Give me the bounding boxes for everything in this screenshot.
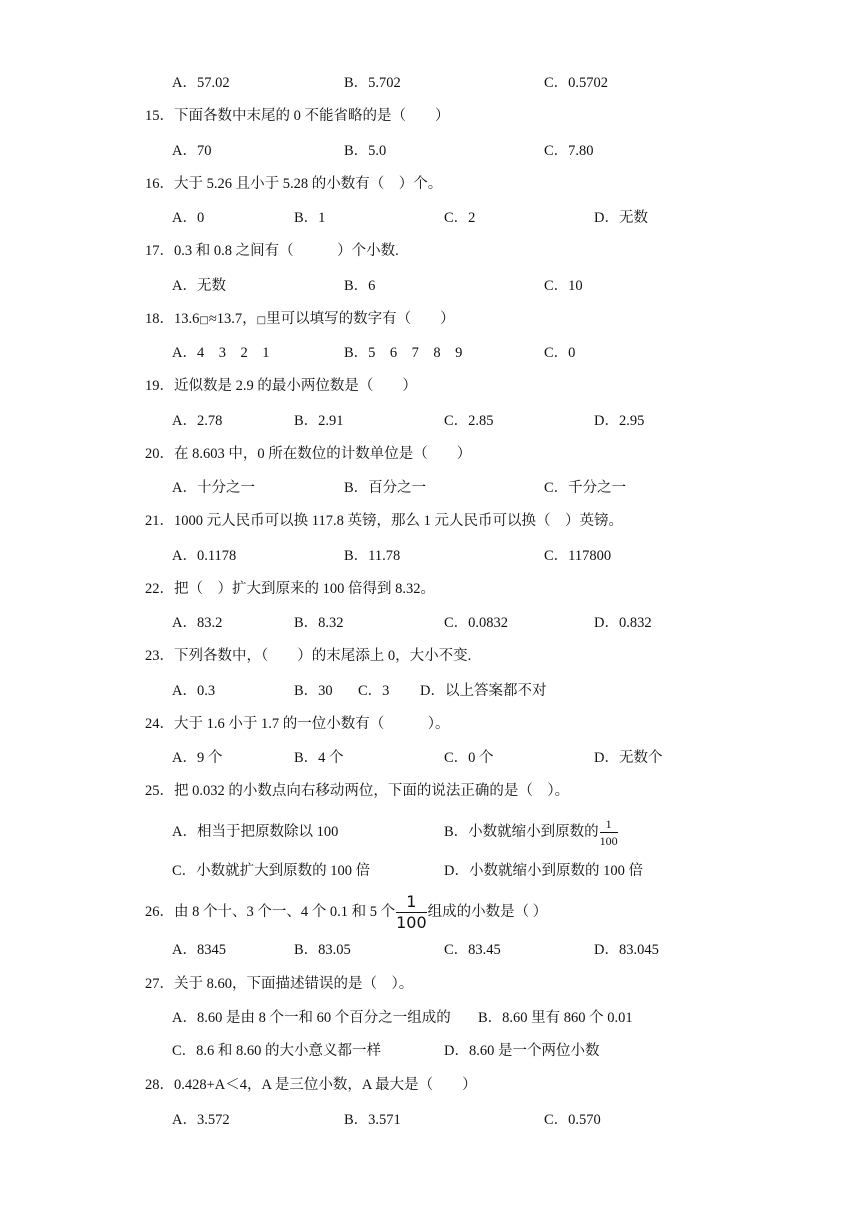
fraction-numerator: 1 xyxy=(600,818,618,833)
option-c: C．0.0832 xyxy=(444,615,509,631)
question-text: 20．在 8.603 中，0 所在数位的计数单位是（ ） xyxy=(145,446,472,462)
option-b xyxy=(444,813,619,851)
fraction-numerator: 1 xyxy=(396,894,427,913)
option-c: C．0.5702 xyxy=(544,75,609,91)
option-b: B．5.0 xyxy=(344,143,387,159)
option-b: B．6 xyxy=(344,278,376,294)
fraction xyxy=(396,894,427,931)
option-b: B．8.32 xyxy=(294,615,344,631)
option-a: A．9 个 xyxy=(172,750,223,766)
option-a: A．0 xyxy=(172,210,205,226)
question-text: 25．把 0.032 的小数点向右移动两位，下面的说法正确的是（ ）。 xyxy=(145,783,570,799)
option-c: C．7.80 xyxy=(544,143,594,159)
option-b: B．5.702 xyxy=(344,75,401,91)
option-c: C．83.45 xyxy=(444,942,501,958)
fraction-denominator: 100 xyxy=(599,834,618,849)
option-c: C．117800 xyxy=(544,548,612,564)
option-a: A．8345 xyxy=(172,942,226,958)
option-a: A．3.572 xyxy=(172,1112,230,1128)
question-text-part: ≈13.7， xyxy=(208,311,257,327)
option-a: A．70 xyxy=(172,143,212,159)
option-b-text: B．小数就缩小到原数的 xyxy=(444,824,599,840)
question-text: 22．把（ ）扩大到原来的 100 倍得到 8.32。 xyxy=(145,581,435,597)
option-a: A．57.02 xyxy=(172,75,230,91)
option-d: D．0.832 xyxy=(594,615,652,631)
question-text-part: 组成的小数是（ ） xyxy=(427,904,548,920)
option-c: C．千分之一 xyxy=(544,480,627,496)
option-d: D．小数就缩小到原数的 100 倍 xyxy=(444,863,643,879)
question-text: 28．0.428+A＜4，A 是三位小数，A 最大是（ ） xyxy=(145,1077,477,1093)
option-a: A．相当于把原数除以 100 xyxy=(172,824,339,840)
fraction xyxy=(600,818,618,847)
question-text: 21．1000 元人民币可以换 117.8 英镑，那么 1 元人民币可以换（ ）英镑。 xyxy=(145,513,623,529)
option-b: B．30 xyxy=(294,683,333,699)
question-text xyxy=(145,892,547,932)
question-text: 16．大于 5.26 且小于 5.28 的小数有（ ）个。 xyxy=(145,176,443,192)
option-a: A．0.1178 xyxy=(172,548,237,564)
option-d: D．无数 xyxy=(594,210,648,226)
question-text: 23．下列各数中，（ ）的末尾添上 0，大小不变. xyxy=(145,648,472,664)
option-b: B．8.60 里有 860 个 0.01 xyxy=(478,1010,633,1026)
option-c: C．8.6 和 8.60 的大小意义都一样 xyxy=(172,1043,382,1059)
option-d: D．无数个 xyxy=(594,750,663,766)
option-b: B．4 个 xyxy=(294,750,344,766)
question-text xyxy=(145,309,455,331)
option-a: A．8.60 是由 8 个一和 60 个百分之一组成的 xyxy=(172,1010,451,1026)
option-a: A．2.78 xyxy=(172,413,223,429)
option-c: C．0 xyxy=(544,345,576,361)
option-c: C．小数就扩大到原数的 100 倍 xyxy=(172,863,371,879)
option-b: B．2.91 xyxy=(294,413,344,429)
option-a: A．4 3 2 1 xyxy=(172,345,270,361)
fraction-denominator: 100 xyxy=(396,913,427,933)
option-c: C．2 xyxy=(444,210,476,226)
option-c: C．3 xyxy=(358,683,390,699)
question-text-part: 26．由 8 个十、3 个一、4 个 0.1 和 5 个 xyxy=(145,904,396,920)
option-a: A．无数 xyxy=(172,278,226,294)
question-text: 19．近似数是 2.9 的最小两位数是（ ） xyxy=(145,378,417,394)
option-c: C．2.85 xyxy=(444,413,494,429)
option-d: D．以上答案都不对 xyxy=(420,683,547,699)
option-d: D．83.045 xyxy=(594,942,659,958)
question-text: 24．大于 1.6 小于 1.7 的一位小数有（ ）。 xyxy=(145,716,450,732)
option-b: B．3.571 xyxy=(344,1112,401,1128)
question-text-part: 里可以填写的数字有（ ） xyxy=(266,311,455,327)
option-a: A．十分之一 xyxy=(172,480,255,496)
option-c: C．10 xyxy=(544,278,583,294)
option-b: B．百分之一 xyxy=(344,480,427,496)
question-text-part: 18．13.6 xyxy=(145,311,200,327)
option-b: B．11.78 xyxy=(344,548,401,564)
blank-box: □ xyxy=(199,315,209,326)
option-b: B．83.05 xyxy=(294,942,351,958)
option-d: D．8.60 是一个两位小数 xyxy=(444,1043,600,1059)
option-c: C．0.570 xyxy=(544,1112,601,1128)
option-a: A．0.3 xyxy=(172,683,216,699)
option-c: C．0 个 xyxy=(444,750,494,766)
option-d: D．2.95 xyxy=(594,413,645,429)
blank-box: □ xyxy=(256,315,267,326)
option-b: B．1 xyxy=(294,210,326,226)
option-a: A．83.2 xyxy=(172,615,223,631)
option-b: B．5 6 7 8 9 xyxy=(344,345,463,361)
question-text: 15．下面各数中末尾的 0 不能省略的是（ ） xyxy=(145,108,450,124)
question-text: 17．0.3 和 0.8 之间有（ ）个小数. xyxy=(145,243,399,259)
question-text: 27．关于 8.60，下面描述错误的是（ ）。 xyxy=(145,976,414,992)
